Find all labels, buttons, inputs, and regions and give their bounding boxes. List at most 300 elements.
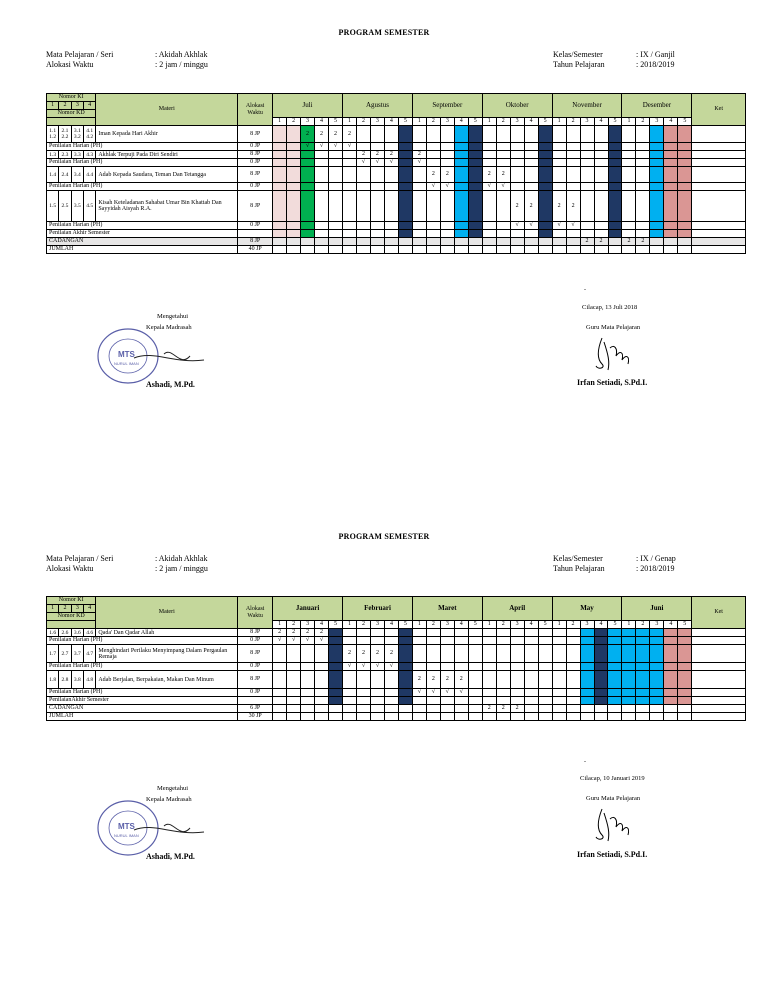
week-cell <box>552 159 566 167</box>
kd-cell: 4.6 <box>83 629 95 637</box>
week-cell <box>287 238 301 246</box>
week-cell <box>664 238 678 246</box>
week-cell <box>510 637 524 645</box>
week-cell <box>329 637 343 645</box>
week-cell <box>287 663 301 671</box>
week-cell <box>412 191 426 222</box>
week-cell <box>524 713 538 721</box>
week-cell <box>301 246 315 254</box>
table-row <box>47 637 746 645</box>
week-cell <box>650 238 664 246</box>
week-cell <box>622 126 636 143</box>
week-cell <box>608 629 622 637</box>
week-cell <box>580 151 594 159</box>
week-cell <box>510 183 524 191</box>
week-cell <box>538 167 552 183</box>
week-cell <box>440 246 454 254</box>
week-cell <box>552 238 566 246</box>
week-cell <box>636 222 650 230</box>
week-cell <box>273 689 287 697</box>
week-cell: 2 <box>510 191 524 222</box>
week-cell <box>482 663 496 671</box>
week-cell <box>608 126 622 143</box>
week-cell <box>454 143 468 151</box>
ket-cell <box>692 689 746 697</box>
week-cell <box>468 126 482 143</box>
week-cell <box>343 230 357 238</box>
week-cell <box>608 671 622 689</box>
week-cell <box>538 697 552 705</box>
week-cell <box>650 645 664 663</box>
week-number: 2 <box>566 118 580 126</box>
week-cell <box>398 222 412 230</box>
materi-cell: JUMLAH <box>47 713 238 721</box>
week-cell <box>594 222 608 230</box>
week-cell <box>566 159 580 167</box>
week-cell <box>412 183 426 191</box>
ket-cell <box>692 167 746 183</box>
week-number: 2 <box>287 118 301 126</box>
week-cell <box>356 246 370 254</box>
week-cell <box>496 671 510 689</box>
week-cell <box>538 230 552 238</box>
week-cell <box>566 167 580 183</box>
week-cell <box>524 238 538 246</box>
week-cell <box>370 126 384 143</box>
week-cell <box>273 705 287 713</box>
week-cell <box>482 230 496 238</box>
week-cell <box>315 222 329 230</box>
week-cell <box>329 689 343 697</box>
week-cell <box>650 167 664 183</box>
week-cell <box>440 143 454 151</box>
week-cell <box>370 697 384 705</box>
month-header: Juli <box>273 94 343 118</box>
week-cell <box>343 713 357 721</box>
week-cell: √ <box>273 637 287 645</box>
week-cell <box>664 159 678 167</box>
week-cell <box>650 629 664 637</box>
week-cell <box>678 629 692 637</box>
week-cell <box>580 697 594 705</box>
week-cell <box>440 126 454 143</box>
week-cell <box>496 159 510 167</box>
week-cell <box>454 167 468 183</box>
week-cell <box>454 230 468 238</box>
week-cell <box>301 230 315 238</box>
kd-cell: 1.1 1.2 <box>47 126 59 143</box>
week-cell <box>398 689 412 697</box>
week-cell <box>440 697 454 705</box>
week-cell <box>622 167 636 183</box>
week-cell: √ <box>356 159 370 167</box>
week-number: 5 <box>329 621 343 629</box>
week-cell <box>496 191 510 222</box>
week-cell <box>384 238 398 246</box>
week-cell <box>384 637 398 645</box>
week-cell <box>440 238 454 246</box>
week-cell <box>650 151 664 159</box>
week-cell <box>454 151 468 159</box>
week-number: 5 <box>608 621 622 629</box>
week-cell <box>343 689 357 697</box>
week-cell <box>329 222 343 230</box>
month-header: Juni <box>622 597 692 621</box>
week-cell <box>412 238 426 246</box>
week-cell <box>426 159 440 167</box>
week-cell: 2 <box>357 645 371 663</box>
week-cell <box>273 663 287 671</box>
week-cell <box>510 151 524 159</box>
week-cell: √ <box>482 183 496 191</box>
week-cell <box>273 645 287 663</box>
week-cell: √ <box>496 183 510 191</box>
week-cell <box>608 697 622 705</box>
week-cell <box>650 191 664 222</box>
week-cell <box>552 645 566 663</box>
week-cell: 2 <box>622 238 636 246</box>
materi-cell: Adab Berjalan, Berpakaian, Makan Dan Minum <box>96 671 238 689</box>
ket-cell <box>692 713 746 721</box>
week-cell <box>664 143 678 151</box>
week-cell <box>622 191 636 222</box>
week-cell <box>608 143 622 151</box>
week-cell <box>329 167 343 183</box>
week-cell: 2 <box>580 238 594 246</box>
week-cell <box>356 222 370 230</box>
week-cell <box>622 230 636 238</box>
tahun-label: Tahun Pelajaran <box>553 60 605 69</box>
week-cell <box>664 705 678 713</box>
week-cell <box>552 713 566 721</box>
week-cell: √ <box>343 663 357 671</box>
week-cell: 2 <box>287 629 301 637</box>
week-cell <box>329 238 343 246</box>
week-number: 3 <box>580 621 594 629</box>
week-number: 1 <box>482 118 496 126</box>
week-cell <box>468 713 482 721</box>
table-row <box>47 246 746 254</box>
week-number: 4 <box>315 621 329 629</box>
week-cell <box>329 663 343 671</box>
ket-cell <box>692 191 746 222</box>
week-cell <box>329 705 343 713</box>
week-cell <box>454 191 468 222</box>
week-number: 3 <box>510 621 524 629</box>
week-cell <box>440 151 454 159</box>
materi-cell: Penilaian Harian (PH) <box>47 637 238 645</box>
month-header: Februari <box>343 597 413 621</box>
materi-cell: Akhlak Terpuji Pada Diri Sendiri <box>96 151 238 159</box>
week-cell <box>496 143 510 151</box>
week-cell <box>524 663 538 671</box>
week-cell <box>524 637 538 645</box>
materi-cell: Kisah Keteladanan Sahabat Umar Bin Khattab Dan Sayyidah Aisyah R.A. <box>96 191 238 222</box>
week-cell: √ <box>301 637 315 645</box>
week-cell <box>398 191 412 222</box>
week-cell <box>552 637 566 645</box>
table-row <box>47 151 746 159</box>
week-cell <box>357 713 371 721</box>
week-cell <box>650 183 664 191</box>
nomor-kd-header: Nomor KD <box>47 110 96 118</box>
week-cell <box>538 705 552 713</box>
week-cell: √ <box>343 143 357 151</box>
week-cell <box>440 645 454 663</box>
week-cell <box>510 645 524 663</box>
kd-cell: 2.3 <box>59 151 71 159</box>
week-number: 4 <box>664 118 678 126</box>
week-cell <box>454 637 468 645</box>
week-cell <box>343 671 357 689</box>
week-number: 2 <box>426 118 440 126</box>
week-cell <box>426 191 440 222</box>
materi-cell: Qada' Dan Qadar Allah <box>96 629 238 637</box>
table-row <box>47 230 746 238</box>
week-cell <box>594 246 608 254</box>
week-cell <box>440 637 454 645</box>
week-number: 1 <box>273 118 287 126</box>
week-cell <box>678 183 692 191</box>
materi-cell: CADANGAN <box>47 705 238 713</box>
week-cell: 2 <box>384 645 398 663</box>
week-cell <box>384 713 398 721</box>
week-cell <box>622 697 636 705</box>
week-cell <box>273 246 287 254</box>
week-cell <box>356 238 370 246</box>
week-cell: √ <box>552 222 566 230</box>
week-cell <box>594 159 608 167</box>
week-cell <box>301 713 315 721</box>
madrasah-stamp-icon <box>94 320 214 386</box>
week-cell <box>315 671 329 689</box>
week-cell <box>301 159 315 167</box>
week-cell <box>636 183 650 191</box>
week-cell: 2 <box>496 705 510 713</box>
week-cell <box>329 645 343 663</box>
alokasi-label: Alokasi Waktu <box>46 60 94 69</box>
week-cell <box>552 697 566 705</box>
week-cell <box>426 151 440 159</box>
week-cell <box>412 230 426 238</box>
week-number: 5 <box>398 118 412 126</box>
week-cell <box>287 126 301 143</box>
kd-cell: 4.7 <box>83 645 95 663</box>
week-cell <box>343 246 357 254</box>
week-cell <box>315 238 329 246</box>
week-cell <box>454 238 468 246</box>
week-cell <box>287 167 301 183</box>
jp-cell: 8 JP <box>238 167 273 183</box>
jp-cell: 8 JP <box>238 629 273 637</box>
week-cell <box>538 663 552 671</box>
week-cell <box>580 663 594 671</box>
week-cell: √ <box>412 689 426 697</box>
materi-cell: Penilaian Harian (PH) <box>47 183 238 191</box>
week-cell <box>566 671 580 689</box>
week-cell <box>426 705 440 713</box>
week-cell <box>524 697 538 705</box>
week-cell <box>664 126 678 143</box>
ki-number: 2 <box>59 605 71 613</box>
week-cell: 2 <box>301 126 315 143</box>
week-cell <box>608 167 622 183</box>
week-cell <box>315 159 329 167</box>
ket-cell <box>692 183 746 191</box>
week-cell <box>356 126 370 143</box>
nomor-ki-header: Nomor KI <box>47 94 96 102</box>
week-cell <box>566 637 580 645</box>
month-header: September <box>412 94 482 118</box>
week-cell <box>664 671 678 689</box>
week-cell <box>398 159 412 167</box>
kelas-label: Kelas/Semester <box>553 554 603 563</box>
week-cell <box>426 126 440 143</box>
week-cell <box>412 637 426 645</box>
week-cell <box>412 246 426 254</box>
week-cell <box>454 246 468 254</box>
ket-cell <box>692 697 746 705</box>
week-cell <box>594 151 608 159</box>
week-cell <box>650 126 664 143</box>
materi-cell: Penilaian Harian (PH) <box>47 689 238 697</box>
week-cell <box>482 689 496 697</box>
week-cell <box>412 713 426 721</box>
week-cell <box>496 637 510 645</box>
week-cell <box>273 167 287 183</box>
week-cell <box>664 183 678 191</box>
jp-cell: 0 JP <box>238 159 273 167</box>
week-cell <box>580 126 594 143</box>
week-cell <box>538 671 552 689</box>
week-cell: √ <box>370 159 384 167</box>
mapel-label: Mata Pelajaran / Seri <box>46 50 114 59</box>
week-cell <box>287 151 301 159</box>
ket-header: Ket <box>692 597 746 629</box>
week-cell <box>622 705 636 713</box>
week-cell <box>524 159 538 167</box>
week-cell <box>273 230 287 238</box>
week-cell: √ <box>566 222 580 230</box>
ket-cell <box>692 126 746 143</box>
week-cell <box>343 191 357 222</box>
week-cell <box>538 151 552 159</box>
week-cell <box>608 713 622 721</box>
week-cell <box>678 238 692 246</box>
week-cell <box>650 713 664 721</box>
week-cell <box>301 222 315 230</box>
week-cell <box>412 663 426 671</box>
week-cell <box>287 689 301 697</box>
kd-cell: 3.1 3.2 <box>71 126 83 143</box>
week-cell: √ <box>287 637 301 645</box>
week-cell <box>678 246 692 254</box>
week-cell <box>482 713 496 721</box>
alokasi-value: : 2 jam / minggu <box>155 60 208 69</box>
week-cell <box>287 697 301 705</box>
week-number: 4 <box>384 118 398 126</box>
week-cell <box>636 713 650 721</box>
week-cell <box>357 697 371 705</box>
week-cell <box>482 246 496 254</box>
week-cell <box>538 637 552 645</box>
week-cell <box>426 230 440 238</box>
week-cell <box>510 713 524 721</box>
week-cell <box>384 191 398 222</box>
week-cell <box>468 705 482 713</box>
week-cell <box>538 159 552 167</box>
table-row <box>47 238 746 246</box>
week-cell: 2 <box>356 151 370 159</box>
week-cell <box>594 126 608 143</box>
week-cell <box>301 151 315 159</box>
week-cell <box>287 183 301 191</box>
week-number: 2 <box>496 118 510 126</box>
week-cell <box>580 167 594 183</box>
week-cell <box>301 705 315 713</box>
week-cell <box>301 671 315 689</box>
week-cell <box>552 629 566 637</box>
week-cell <box>678 191 692 222</box>
week-cell <box>580 143 594 151</box>
week-cell <box>370 191 384 222</box>
week-cell <box>329 629 343 637</box>
week-cell <box>398 629 412 637</box>
week-cell <box>510 230 524 238</box>
materi-header: Materi <box>96 94 238 126</box>
week-cell <box>273 183 287 191</box>
week-cell: 2 <box>426 671 440 689</box>
week-cell <box>426 645 440 663</box>
week-cell <box>454 713 468 721</box>
materi-cell: Adab Kepada Saudara, Teman Dan Tetangga <box>96 167 238 183</box>
ket-cell <box>692 645 746 663</box>
week-cell: 2 <box>566 191 580 222</box>
week-cell <box>426 713 440 721</box>
signature-guru-icon <box>592 334 636 374</box>
week-cell <box>384 222 398 230</box>
kd-cell: 2.5 <box>59 191 71 222</box>
week-cell <box>594 230 608 238</box>
week-cell <box>468 671 482 689</box>
week-number: 2 <box>636 621 650 629</box>
week-cell <box>566 713 580 721</box>
table-row <box>47 159 746 167</box>
week-cell <box>273 143 287 151</box>
week-cell <box>650 705 664 713</box>
kepala-label: Kepala Madrasah <box>146 324 192 331</box>
page-title-sem1: PROGRAM SEMESTER <box>338 28 430 37</box>
week-cell <box>287 645 301 663</box>
week-cell: 2 <box>343 645 357 663</box>
week-cell <box>384 689 398 697</box>
week-cell <box>538 143 552 151</box>
week-cell <box>566 238 580 246</box>
week-cell <box>315 689 329 697</box>
jp-cell: 8 JP <box>238 645 273 663</box>
alokasi-label: Alokasi Waktu <box>46 564 94 573</box>
week-cell <box>398 126 412 143</box>
week-cell <box>608 151 622 159</box>
week-cell <box>538 126 552 143</box>
week-cell: 2 <box>440 167 454 183</box>
week-cell: √ <box>301 143 315 151</box>
week-cell <box>650 663 664 671</box>
week-cell <box>664 645 678 663</box>
week-cell <box>468 167 482 183</box>
week-cell <box>426 629 440 637</box>
week-cell <box>412 697 426 705</box>
